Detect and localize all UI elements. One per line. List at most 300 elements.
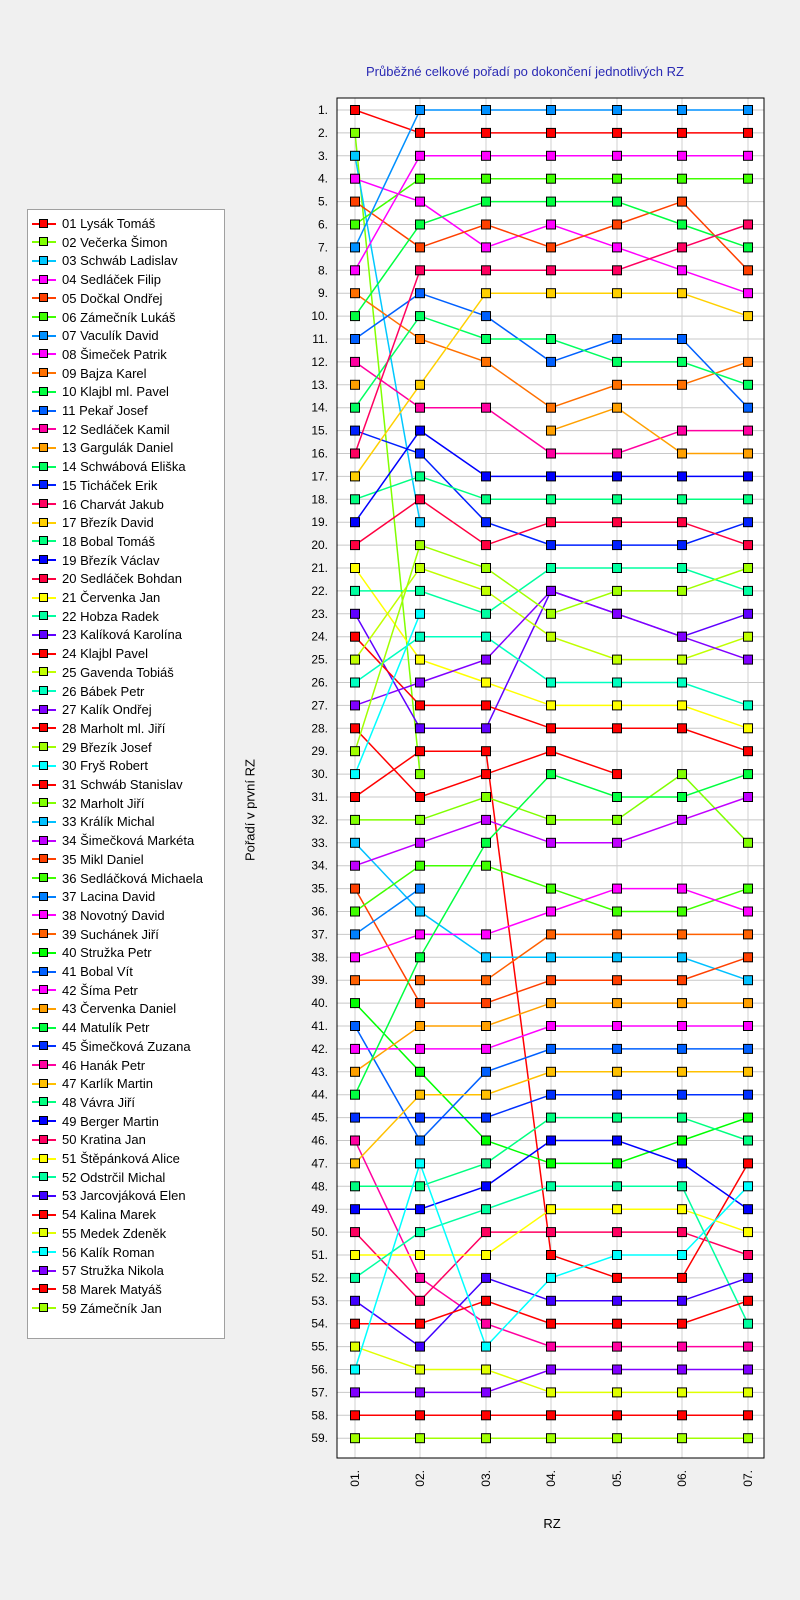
legend-label: 44 Matulík Petr bbox=[62, 1020, 150, 1036]
series-point-21 bbox=[744, 724, 753, 733]
series-point-6 bbox=[613, 174, 622, 183]
legend-label: 48 Vávra Jiří bbox=[62, 1094, 135, 1110]
series-point-24 bbox=[416, 701, 425, 710]
y-tick-label: 12. bbox=[311, 354, 328, 369]
series-point-6 bbox=[547, 174, 556, 183]
series-point-21 bbox=[613, 701, 622, 710]
series-point-14 bbox=[416, 312, 425, 321]
series-point-5 bbox=[547, 243, 556, 252]
series-point-36 bbox=[351, 907, 360, 916]
series-point-42 bbox=[678, 1022, 687, 1031]
series-point-48 bbox=[351, 1182, 360, 1191]
series-point-34 bbox=[744, 793, 753, 802]
x-tick-label: 06. bbox=[675, 1470, 689, 1487]
series-point-25 bbox=[547, 632, 556, 641]
series-point-19 bbox=[416, 426, 425, 435]
series-point-46 bbox=[547, 1342, 556, 1351]
series-point-43 bbox=[678, 999, 687, 1008]
series-point-47 bbox=[416, 1090, 425, 1099]
legend-label: 15 Ticháček Erik bbox=[62, 477, 158, 493]
series-point-25 bbox=[351, 655, 360, 664]
x-tick-label: 07. bbox=[741, 1470, 755, 1487]
series-point-55 bbox=[482, 1365, 491, 1374]
series-point-36 bbox=[613, 907, 622, 916]
series-point-46 bbox=[416, 1273, 425, 1282]
series-point-9 bbox=[416, 335, 425, 344]
series-point-38 bbox=[547, 907, 556, 916]
series-point-38 bbox=[678, 884, 687, 893]
series-point-41 bbox=[678, 1044, 687, 1053]
series-point-5 bbox=[416, 243, 425, 252]
y-tick-label: 22. bbox=[311, 583, 328, 598]
y-tick-label: 37. bbox=[311, 927, 328, 942]
series-point-54 bbox=[678, 1319, 687, 1328]
series-point-44 bbox=[744, 770, 753, 779]
series-point-47 bbox=[482, 1090, 491, 1099]
series-point-19 bbox=[351, 518, 360, 527]
y-tick-label: 15. bbox=[311, 423, 328, 438]
series-point-50 bbox=[547, 1228, 556, 1237]
series-point-30 bbox=[416, 609, 425, 618]
series-point-58 bbox=[416, 1411, 425, 1420]
series-point-17 bbox=[678, 289, 687, 298]
legend-label: 24 Klajbl Pavel bbox=[62, 646, 148, 662]
y-tick-label: 56. bbox=[311, 1362, 328, 1377]
series-point-56 bbox=[613, 1251, 622, 1260]
series-point-17 bbox=[416, 380, 425, 389]
series-point-26 bbox=[613, 678, 622, 687]
y-tick-label: 9. bbox=[317, 286, 328, 301]
legend-label: 39 Suchánek Jiří bbox=[62, 926, 159, 942]
y-tick-label: 24. bbox=[311, 629, 328, 644]
series-point-45 bbox=[416, 1113, 425, 1122]
series-point-57 bbox=[482, 1388, 491, 1397]
series-point-27 bbox=[416, 678, 425, 687]
legend-label: 50 Kratina Jan bbox=[62, 1132, 146, 1148]
series-point-10 bbox=[416, 220, 425, 229]
series-point-51 bbox=[744, 1228, 753, 1237]
series-point-13 bbox=[613, 403, 622, 412]
series-point-22 bbox=[744, 586, 753, 595]
series-point-51 bbox=[547, 1205, 556, 1214]
series-point-14 bbox=[744, 380, 753, 389]
series-point-27 bbox=[482, 655, 491, 664]
series-point-45 bbox=[613, 1090, 622, 1099]
series-point-23 bbox=[482, 724, 491, 733]
series-point-17 bbox=[351, 472, 360, 481]
series-point-40 bbox=[613, 1159, 622, 1168]
series-point-13 bbox=[744, 449, 753, 458]
series-point-1 bbox=[416, 128, 425, 137]
series-point-13 bbox=[351, 380, 360, 389]
legend-label: 32 Marholt Jiří bbox=[62, 795, 145, 811]
series-point-32 bbox=[351, 815, 360, 824]
series-point-25 bbox=[744, 632, 753, 641]
series-point-25 bbox=[482, 586, 491, 595]
legend-label: 04 Sedláček Filip bbox=[62, 272, 161, 288]
series-point-12 bbox=[678, 426, 687, 435]
y-tick-label: 13. bbox=[311, 377, 328, 392]
series-point-50 bbox=[482, 1228, 491, 1237]
x-tick-label: 01. bbox=[348, 1470, 362, 1487]
series-point-15 bbox=[744, 518, 753, 527]
series-point-39 bbox=[744, 930, 753, 939]
legend-label: 59 Zámečník Jan bbox=[62, 1300, 162, 1316]
legend-label: 35 Mikl Daniel bbox=[62, 851, 144, 867]
series-point-47 bbox=[744, 1067, 753, 1076]
series-point-57 bbox=[351, 1388, 360, 1397]
series-point-16 bbox=[547, 266, 556, 275]
legend-label: 08 Šimeček Patrik bbox=[62, 346, 167, 362]
series-point-58 bbox=[744, 1411, 753, 1420]
y-tick-label: 26. bbox=[311, 675, 328, 690]
series-point-58 bbox=[613, 1411, 622, 1420]
series-point-7 bbox=[416, 106, 425, 115]
series-point-24 bbox=[678, 724, 687, 733]
y-tick-label: 3. bbox=[317, 148, 328, 163]
series-point-50 bbox=[351, 1228, 360, 1237]
y-tick-label: 14. bbox=[311, 400, 328, 415]
series-point-42 bbox=[482, 1044, 491, 1053]
series-point-6 bbox=[482, 174, 491, 183]
series-point-32 bbox=[547, 815, 556, 824]
series-point-18 bbox=[678, 495, 687, 504]
legend-label: 16 Charvát Jakub bbox=[62, 496, 164, 512]
series-point-29 bbox=[744, 564, 753, 573]
series-point-59 bbox=[547, 1434, 556, 1443]
series-point-39 bbox=[547, 930, 556, 939]
series-point-15 bbox=[482, 518, 491, 527]
series-point-48 bbox=[678, 1113, 687, 1122]
series-point-14 bbox=[482, 335, 491, 344]
series-point-33 bbox=[482, 953, 491, 962]
series-point-1 bbox=[482, 128, 491, 137]
series-point-43 bbox=[547, 999, 556, 1008]
series-point-56 bbox=[351, 1365, 360, 1374]
series-point-4 bbox=[547, 220, 556, 229]
series-point-49 bbox=[678, 1159, 687, 1168]
series-point-13 bbox=[678, 449, 687, 458]
series-point-56 bbox=[416, 1159, 425, 1168]
series-point-22 bbox=[351, 586, 360, 595]
legend-label: 07 Vaculík David bbox=[62, 328, 159, 344]
series-point-26 bbox=[744, 701, 753, 710]
series-point-12 bbox=[547, 449, 556, 458]
series-point-44 bbox=[416, 953, 425, 962]
y-tick-label: 16. bbox=[311, 446, 328, 461]
y-tick-label: 51. bbox=[311, 1248, 328, 1262]
series-point-51 bbox=[416, 1251, 425, 1260]
series-point-18 bbox=[482, 495, 491, 504]
series-point-14 bbox=[613, 357, 622, 366]
legend-label: 43 Červenka Daniel bbox=[62, 1001, 177, 1017]
series-point-8 bbox=[678, 151, 687, 160]
series-point-19 bbox=[678, 472, 687, 481]
series-point-54 bbox=[744, 1296, 753, 1305]
series-point-33 bbox=[547, 953, 556, 962]
series-point-5 bbox=[744, 266, 753, 275]
series-point-39 bbox=[613, 930, 622, 939]
series-point-33 bbox=[744, 976, 753, 985]
series-point-17 bbox=[744, 312, 753, 321]
series-point-59 bbox=[678, 1434, 687, 1443]
legend-label: 06 Zámečník Lukáš bbox=[62, 309, 176, 325]
series-point-33 bbox=[351, 838, 360, 847]
series-point-49 bbox=[547, 1136, 556, 1145]
legend-label: 58 Marek Matyáš bbox=[62, 1281, 162, 1297]
series-point-34 bbox=[547, 838, 556, 847]
x-tick-label: 05. bbox=[610, 1470, 624, 1487]
series-point-3 bbox=[416, 518, 425, 527]
series-point-49 bbox=[416, 1205, 425, 1214]
y-tick-label: 32. bbox=[311, 812, 328, 827]
series-point-55 bbox=[613, 1388, 622, 1397]
series-point-23 bbox=[744, 609, 753, 618]
series-point-16 bbox=[678, 243, 687, 252]
series-point-30 bbox=[351, 770, 360, 779]
series-point-40 bbox=[547, 1159, 556, 1168]
series-point-21 bbox=[678, 701, 687, 710]
series-point-47 bbox=[613, 1067, 622, 1076]
series-point-5 bbox=[482, 220, 491, 229]
y-tick-label: 28. bbox=[311, 721, 328, 736]
series-point-7 bbox=[744, 106, 753, 115]
series-point-40 bbox=[482, 1136, 491, 1145]
series-point-9 bbox=[613, 380, 622, 389]
series-point-53 bbox=[547, 1296, 556, 1305]
series-point-31 bbox=[482, 747, 491, 756]
series-point-12 bbox=[613, 449, 622, 458]
series-point-44 bbox=[613, 793, 622, 802]
y-tick-label: 36. bbox=[311, 904, 328, 919]
series-point-27 bbox=[351, 701, 360, 710]
series-point-12 bbox=[416, 403, 425, 412]
series-point-33 bbox=[613, 953, 622, 962]
series-point-4 bbox=[613, 243, 622, 252]
series-point-37 bbox=[416, 884, 425, 893]
series-point-41 bbox=[613, 1044, 622, 1053]
series-point-15 bbox=[416, 449, 425, 458]
series-point-42 bbox=[351, 1044, 360, 1053]
series-point-9 bbox=[678, 380, 687, 389]
series-point-1 bbox=[351, 106, 360, 115]
y-tick-label: 34. bbox=[311, 858, 328, 873]
series-point-17 bbox=[613, 289, 622, 298]
series-point-20 bbox=[351, 541, 360, 550]
series-point-16 bbox=[416, 266, 425, 275]
series-point-52 bbox=[744, 1319, 753, 1328]
series-point-52 bbox=[678, 1182, 687, 1191]
series-point-45 bbox=[678, 1090, 687, 1099]
series-point-36 bbox=[744, 884, 753, 893]
y-tick-label: 38. bbox=[311, 950, 328, 965]
y-tick-label: 8. bbox=[317, 263, 328, 278]
series-point-43 bbox=[482, 1022, 491, 1031]
legend-label: 01 Lysák Tomáš bbox=[62, 216, 156, 231]
series-point-7 bbox=[678, 106, 687, 115]
series-point-35 bbox=[744, 953, 753, 962]
series-point-44 bbox=[547, 770, 556, 779]
x-tick-label: 04. bbox=[544, 1470, 558, 1487]
series-point-11 bbox=[547, 357, 556, 366]
series-point-34 bbox=[416, 838, 425, 847]
series-point-12 bbox=[351, 357, 360, 366]
legend-label: 27 Kalík Ondřej bbox=[62, 702, 152, 718]
series-point-17 bbox=[482, 289, 491, 298]
y-tick-label: 59. bbox=[311, 1431, 328, 1446]
series-point-12 bbox=[482, 403, 491, 412]
series-point-1 bbox=[547, 128, 556, 137]
series-point-2 bbox=[416, 770, 425, 779]
legend-label: 21 Červenka Jan bbox=[62, 590, 161, 605]
series-point-1 bbox=[744, 128, 753, 137]
series-point-18 bbox=[547, 495, 556, 504]
y-tick-label: 23. bbox=[311, 606, 328, 621]
series-point-28 bbox=[351, 724, 360, 733]
series-point-16 bbox=[613, 266, 622, 275]
series-point-24 bbox=[482, 701, 491, 710]
series-point-38 bbox=[613, 884, 622, 893]
legend-label: 02 Večerka Šimon bbox=[62, 234, 168, 250]
series-point-24 bbox=[351, 632, 360, 641]
series-point-4 bbox=[416, 197, 425, 206]
series-point-59 bbox=[351, 1434, 360, 1443]
series-point-44 bbox=[482, 838, 491, 847]
series-point-52 bbox=[482, 1205, 491, 1214]
series-point-53 bbox=[744, 1273, 753, 1282]
series-point-4 bbox=[678, 266, 687, 275]
y-tick-label: 40. bbox=[311, 996, 328, 1011]
chart-title: Průběžné celkové pořadí po dokončení jednotlivých RZ bbox=[366, 64, 684, 79]
y-tick-label: 19. bbox=[311, 515, 328, 530]
series-point-39 bbox=[482, 976, 491, 985]
y-tick-label: 43. bbox=[311, 1064, 328, 1079]
series-point-35 bbox=[416, 999, 425, 1008]
y-tick-label: 55. bbox=[311, 1339, 328, 1354]
legend-label: 42 Šíma Petr bbox=[62, 982, 138, 998]
series-point-46 bbox=[351, 1136, 360, 1145]
y-tick-label: 49. bbox=[311, 1202, 328, 1217]
y-tick-label: 21. bbox=[311, 561, 328, 575]
series-point-49 bbox=[613, 1136, 622, 1145]
y-tick-label: 1. bbox=[317, 103, 328, 117]
series-point-44 bbox=[351, 1090, 360, 1099]
series-point-22 bbox=[613, 564, 622, 573]
series-point-59 bbox=[482, 1434, 491, 1443]
legend-label: 29 Březík Josef bbox=[62, 739, 152, 755]
series-point-41 bbox=[416, 1136, 425, 1145]
series-point-43 bbox=[744, 999, 753, 1008]
series-point-4 bbox=[351, 174, 360, 183]
series-point-32 bbox=[613, 815, 622, 824]
series-point-32 bbox=[678, 770, 687, 779]
series-point-15 bbox=[547, 541, 556, 550]
series-point-38 bbox=[482, 930, 491, 939]
legend-label: 22 Hobza Radek bbox=[62, 608, 159, 624]
series-point-22 bbox=[482, 609, 491, 618]
legend-label: 54 Kalina Marek bbox=[62, 1207, 156, 1223]
legend-label: 40 Stružka Petr bbox=[62, 945, 152, 961]
x-tick-label: 03. bbox=[479, 1470, 493, 1487]
y-axis-label: Pořadí v první RZ bbox=[242, 759, 258, 861]
series-point-19 bbox=[613, 472, 622, 481]
series-point-20 bbox=[547, 518, 556, 527]
series-point-50 bbox=[613, 1228, 622, 1237]
series-point-54 bbox=[416, 1319, 425, 1328]
series-point-18 bbox=[351, 495, 360, 504]
series-point-35 bbox=[678, 976, 687, 985]
series-point-38 bbox=[351, 953, 360, 962]
series-point-48 bbox=[482, 1159, 491, 1168]
series-point-16 bbox=[351, 449, 360, 458]
y-tick-label: 48. bbox=[311, 1179, 328, 1194]
series-point-58 bbox=[351, 1411, 360, 1420]
series-point-57 bbox=[547, 1365, 556, 1374]
series-point-11 bbox=[482, 312, 491, 321]
series-point-36 bbox=[416, 861, 425, 870]
series-point-41 bbox=[744, 1044, 753, 1053]
legend-label: 47 Karlík Martin bbox=[62, 1076, 154, 1092]
series-point-29 bbox=[482, 564, 491, 573]
series-point-34 bbox=[613, 838, 622, 847]
series-point-58 bbox=[482, 1411, 491, 1420]
series-point-31 bbox=[613, 1273, 622, 1282]
series-point-9 bbox=[351, 289, 360, 298]
series-point-47 bbox=[547, 1067, 556, 1076]
y-tick-label: 35. bbox=[311, 881, 328, 896]
legend-label: 28 Marholt ml. Jiří bbox=[62, 720, 166, 736]
legend-label: 34 Šimečková Markéta bbox=[62, 833, 195, 849]
series-point-43 bbox=[416, 1022, 425, 1031]
legend-label: 09 Bajza Karel bbox=[62, 365, 147, 381]
series-point-49 bbox=[351, 1205, 360, 1214]
series-point-54 bbox=[613, 1319, 622, 1328]
series-point-6 bbox=[744, 174, 753, 183]
series-point-53 bbox=[351, 1296, 360, 1305]
legend-label: 12 Sedláček Kamil bbox=[62, 421, 170, 437]
series-point-36 bbox=[482, 861, 491, 870]
series-point-5 bbox=[678, 197, 687, 206]
series-point-53 bbox=[678, 1296, 687, 1305]
series-point-6 bbox=[416, 174, 425, 183]
series-point-40 bbox=[744, 1113, 753, 1122]
series-point-9 bbox=[547, 403, 556, 412]
series-point-26 bbox=[482, 632, 491, 641]
series-point-7 bbox=[613, 106, 622, 115]
y-tick-label: 42. bbox=[311, 1041, 328, 1056]
y-tick-label: 39. bbox=[311, 973, 328, 988]
series-point-11 bbox=[416, 289, 425, 298]
series-point-26 bbox=[351, 678, 360, 687]
y-tick-label: 5. bbox=[317, 194, 328, 209]
series-point-23 bbox=[351, 609, 360, 618]
legend-label: 41 Bobal Vít bbox=[62, 964, 133, 979]
series-point-4 bbox=[744, 289, 753, 298]
y-tick-label: 25. bbox=[311, 652, 328, 667]
y-tick-label: 57. bbox=[311, 1385, 328, 1400]
series-point-27 bbox=[744, 655, 753, 664]
series-point-41 bbox=[351, 1022, 360, 1031]
series-point-15 bbox=[613, 541, 622, 550]
series-point-55 bbox=[678, 1388, 687, 1397]
legend-label: 51 Štěpánková Alice bbox=[62, 1151, 180, 1166]
series-point-39 bbox=[416, 976, 425, 985]
legend-label: 36 Sedláčková Michaela bbox=[62, 870, 203, 886]
y-tick-label: 58. bbox=[311, 1408, 328, 1423]
series-point-51 bbox=[613, 1205, 622, 1214]
series-point-20 bbox=[482, 541, 491, 550]
series-point-54 bbox=[547, 1319, 556, 1328]
